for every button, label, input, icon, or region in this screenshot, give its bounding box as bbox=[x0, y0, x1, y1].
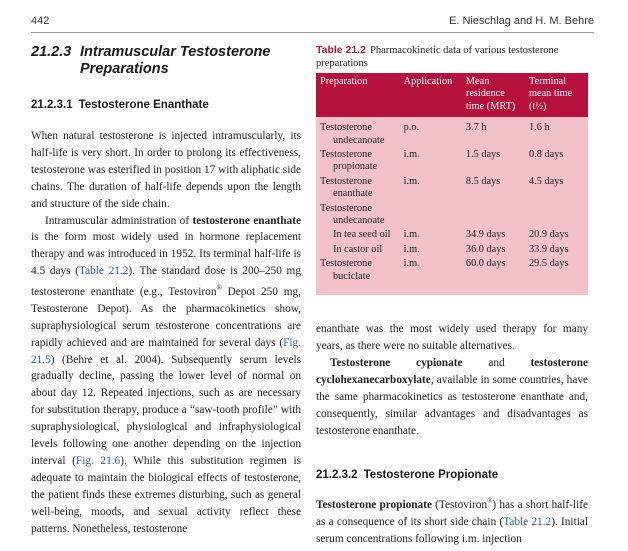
cell-mrt bbox=[462, 202, 525, 229]
running-head-authors: E. Nieschlag and H. M. Behre bbox=[449, 15, 594, 27]
right-column bbox=[316, 44, 588, 548]
column-header: Application bbox=[400, 73, 462, 117]
table-reference-link[interactable]: Table 21.2 bbox=[78, 265, 129, 278]
cell-terminal: 4.5 days bbox=[525, 175, 588, 202]
column-header: Terminal mean time (t½) bbox=[525, 73, 588, 117]
left-body-text bbox=[31, 128, 301, 538]
cell-preparation: Testosterone propionate bbox=[316, 148, 400, 175]
right-body-text bbox=[316, 321, 588, 439]
section-heading bbox=[31, 44, 301, 78]
cell-application: i.m. bbox=[400, 257, 462, 295]
cell-mrt: 36.0 days bbox=[462, 243, 525, 257]
paragraph-natural-testosterone: When natural testosterone is injected intramuscularly, its half-life is very short. In order to prolong its effectiveness, testosterone was esterified in position 17 with aliphatic side chains. The duration of half-life depends upon the length and structure of the side chain. bbox=[31, 130, 301, 210]
subsection-heading-propionate bbox=[316, 469, 588, 481]
table-caption-text: Pharmacokinetic data of various testosterone preparations bbox=[316, 45, 559, 69]
cell-application: p.o. bbox=[400, 117, 462, 148]
cell-application: i.m. bbox=[400, 228, 462, 242]
paragraph-propionate: Testosterone propionate (Testoviron®) has a short half-life as a consequence of its short side chain (Table 21.2). Initial serum concentrations following i.m. injection bbox=[316, 497, 589, 546]
table-row bbox=[316, 243, 588, 257]
table-row bbox=[316, 117, 588, 148]
right-body-text-propionate bbox=[316, 493, 588, 547]
cell-preparation: Testosterone undecanoate bbox=[316, 202, 400, 229]
table-row bbox=[316, 228, 588, 242]
figure-reference-link[interactable]: Fig. 21.6 bbox=[75, 454, 121, 467]
cell-mrt: 60.0 days bbox=[462, 257, 525, 295]
cell-terminal: 29.5 days bbox=[525, 257, 588, 295]
cell-preparation: Testosterone buciclate bbox=[316, 257, 400, 295]
cell-terminal: 20.9 days bbox=[525, 228, 588, 242]
subsection-number: 21.2.3.1 bbox=[31, 99, 73, 111]
cell-application: i.m. bbox=[400, 148, 462, 175]
cell-application: i.m. bbox=[400, 175, 462, 202]
cell-preparation: In castor oil bbox=[316, 243, 400, 257]
table-row bbox=[316, 175, 588, 202]
cell-preparation: Testosterone undecanoate bbox=[316, 117, 400, 148]
section-title-line2: Preparations bbox=[80, 61, 169, 77]
pharmacokinetic-table bbox=[316, 73, 588, 295]
subsection-number: 21.2.3.2 bbox=[316, 469, 358, 482]
table-reference-link[interactable]: Table 21.2 bbox=[503, 516, 552, 529]
subsection-title: Testosterone Propionate bbox=[363, 469, 499, 482]
cell-terminal: 33.9 days bbox=[525, 243, 588, 257]
table-label: Table 21.2 bbox=[316, 44, 366, 56]
section-number: 21.2.3 bbox=[31, 44, 72, 60]
paragraph-enanthate-continued: enanthate was the most widely used therapy for many years, as there were no suitable alternatives. bbox=[316, 323, 588, 352]
subsection-heading-enanthate bbox=[31, 99, 301, 111]
table-row bbox=[316, 202, 588, 229]
table-caption bbox=[316, 44, 588, 70]
cell-application: i.m. bbox=[400, 243, 462, 257]
cell-mrt: 34.9 days bbox=[462, 228, 525, 242]
page-header bbox=[0, 0, 628, 36]
left-column bbox=[31, 44, 301, 538]
cell-mrt: 3.7 h bbox=[462, 117, 525, 148]
header-rule bbox=[31, 32, 594, 33]
figure-reference-link[interactable]: Fig. 21.5 bbox=[31, 336, 301, 366]
page-number: 442 bbox=[31, 15, 50, 27]
column-header: Preparation bbox=[316, 73, 400, 117]
column-header: Mean residence time (MRT) bbox=[462, 73, 525, 117]
section-title-line1: Intramuscular Testosterone bbox=[80, 44, 271, 60]
cell-terminal: 0.8 days bbox=[525, 148, 588, 175]
cell-preparation: In tea seed oil bbox=[316, 228, 400, 242]
paragraph-cypionate: Testosterone cypionate and testosterone cyclohexanecarboxylate, available in some countries, have the same pharmacokinetics as testosterone enanthate and, consequently, similar advantages and disadvantages as testosterone enanthate. bbox=[316, 356, 588, 437]
cell-application bbox=[400, 202, 462, 229]
table-header-row bbox=[316, 73, 588, 117]
cell-preparation: Testosterone enanthate bbox=[316, 175, 400, 202]
cell-terminal: 1.6 h bbox=[525, 117, 588, 148]
subsection-title: Testosterone Enanthate bbox=[78, 99, 209, 111]
table-row bbox=[316, 257, 588, 295]
paragraph-enanthate: Intramuscular administration of testosterone enanthate is the form most widely used in hormone replacement therapy and was introduced in 1952. Its terminal half-life is 4.5 days (Table 21.2). The standard dose is 200–250 mg testosterone enanthate (e.g., Testoviron® Depot 250 mg, Testosterone Depot). As the pharmacokinetics show, supraphysiological serum testosterone concentrations are rapidly achieved and are maintained for several days (Fig. 21.5) (Behre et al. 2004). Subsequently serum levels gradually decline, passing the lower level of normal on about day 12. Repeated injections, such as are necessary for substitution therapy, produce a “saw-tooth profile” with supraphysiological, physiological and infraphysiological levels following one another depending on the injection interval (Fig. 21.6). While this substitution regimen is adequate to maintain the biological effects of testosterone, the patient finds these extremes disturbing, such as general well-being, moods, and sexual activity reflect these patterns. Nonetheless, testosterone bbox=[31, 214, 301, 535]
cell-mrt: 1.5 days bbox=[462, 148, 525, 175]
table-row bbox=[316, 148, 588, 175]
cell-terminal bbox=[525, 202, 588, 229]
cell-mrt: 8.5 days bbox=[462, 175, 525, 202]
